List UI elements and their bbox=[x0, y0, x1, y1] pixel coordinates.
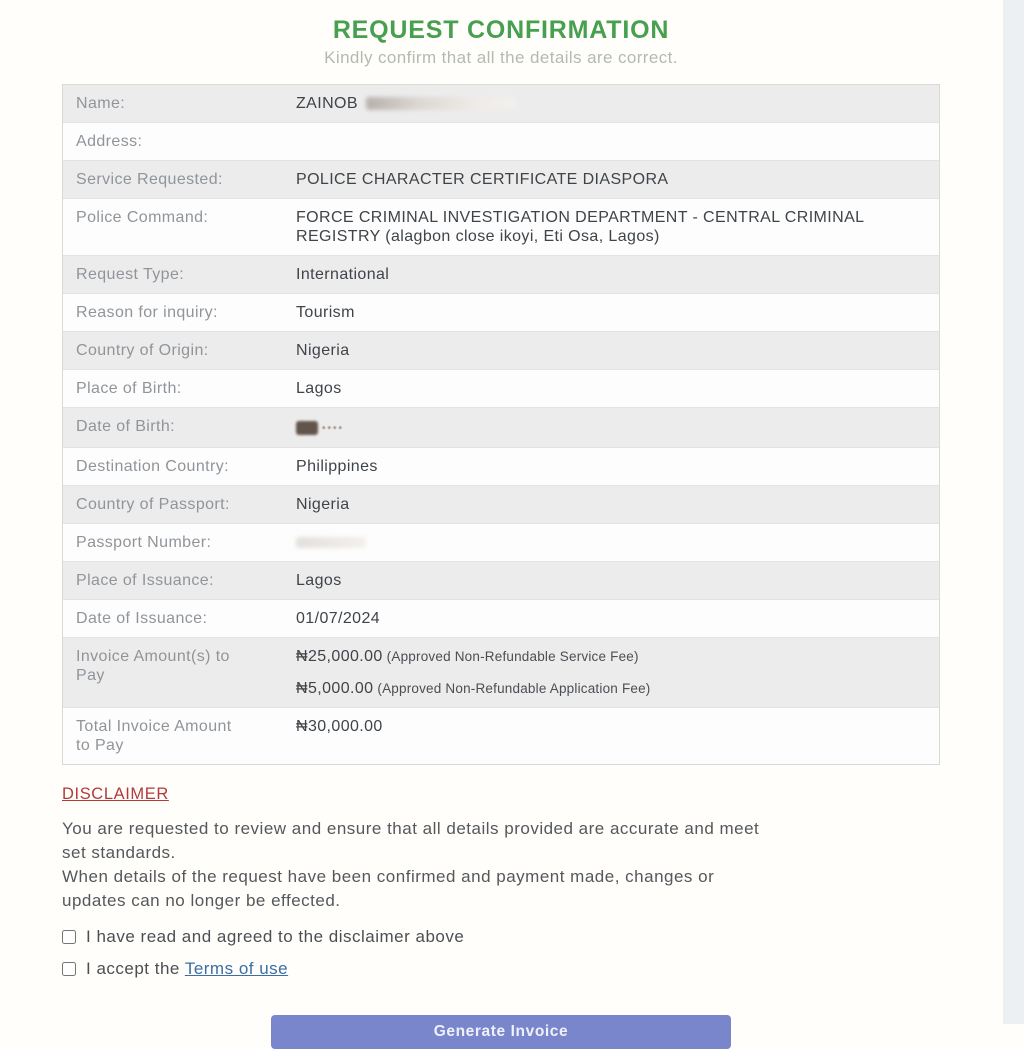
table-row bbox=[63, 486, 939, 524]
redacted-value bbox=[296, 537, 366, 548]
row-value: Lagos bbox=[296, 572, 342, 589]
disclaimer-text: You are requested to review and ensure that all details provided are accurate and meet set standards. When details of the request have been confirmed and payment made, changes or updates can no longer be effected. bbox=[62, 819, 760, 910]
checkbox-row-terms[interactable] bbox=[62, 959, 940, 979]
table-row bbox=[63, 408, 939, 448]
table-row bbox=[63, 524, 939, 562]
row-label: Reason for inquiry: bbox=[76, 304, 218, 321]
page-right-gutter bbox=[1003, 0, 1024, 1024]
main-content bbox=[62, 16, 940, 1049]
row-value: ZAINOB bbox=[296, 85, 939, 122]
row-label: Passport Number: bbox=[76, 534, 212, 551]
terms-checkbox[interactable] bbox=[62, 962, 76, 976]
row-label: Country of Passport: bbox=[76, 496, 230, 513]
row-label: Place of Birth: bbox=[76, 380, 182, 397]
redacted-value bbox=[296, 421, 318, 435]
checkbox-label: I have read and agreed to the disclaimer above bbox=[86, 927, 465, 946]
table-row bbox=[63, 332, 939, 370]
table-row bbox=[63, 562, 939, 600]
row-label: Country of Origin: bbox=[76, 342, 209, 359]
page-subtitle: Kindly confirm that all the details are correct. bbox=[324, 48, 678, 67]
table-row bbox=[63, 638, 939, 708]
page-title: REQUEST CONFIRMATION bbox=[332, 16, 670, 44]
table-row bbox=[63, 600, 939, 638]
row-value: Nigeria bbox=[296, 496, 350, 513]
table-row bbox=[63, 199, 939, 256]
row-value: International bbox=[296, 266, 390, 283]
row-value: POLICE CHARACTER CERTIFICATE DIASPORA bbox=[296, 171, 669, 188]
row-value: Lagos bbox=[296, 380, 342, 397]
table-row bbox=[63, 85, 939, 123]
row-label: Invoice Amount(s) to Pay bbox=[76, 648, 230, 684]
row-label: Address: bbox=[76, 133, 143, 150]
button-row bbox=[62, 1015, 940, 1049]
invoice-amount-line: ₦5,000.00 (Approved Non-Refundable Application Fee) bbox=[296, 680, 651, 697]
row-label: Place of Issuance: bbox=[76, 572, 214, 589]
table-row bbox=[63, 161, 939, 199]
row-value bbox=[296, 638, 939, 707]
checkbox-label: I accept the Terms of use bbox=[86, 959, 289, 978]
row-label: Date of Issuance: bbox=[76, 610, 208, 627]
table-row bbox=[63, 294, 939, 332]
row-label: Police Command: bbox=[76, 209, 209, 226]
table-row bbox=[63, 370, 939, 408]
table-row bbox=[63, 448, 939, 486]
table-row bbox=[63, 123, 939, 161]
disclaimer-link[interactable]: DISCLAIMER bbox=[62, 785, 169, 803]
row-value: 01/07/2024 bbox=[296, 610, 381, 627]
terms-of-use-link[interactable]: Terms of use bbox=[184, 959, 289, 978]
row-value bbox=[296, 123, 939, 160]
invoice-amount-line: ₦25,000.00 (Approved Non-Refundable Service Fee) bbox=[296, 648, 639, 665]
table-row bbox=[63, 256, 939, 294]
row-label: Destination Country: bbox=[76, 458, 229, 475]
row-value: Nigeria bbox=[296, 342, 350, 359]
table-row bbox=[63, 708, 939, 764]
disclaimer-checkbox[interactable] bbox=[62, 930, 76, 944]
row-label: Service Requested: bbox=[76, 171, 223, 188]
row-label: Total Invoice Amount to Pay bbox=[76, 718, 232, 754]
row-value: Philippines bbox=[296, 458, 378, 475]
generate-invoice-button[interactable]: Generate Invoice bbox=[271, 1015, 731, 1049]
row-value: FORCE CRIMINAL INVESTIGATION DEPARTMENT - CENTRAL CRIMINAL REGISTRY (alagbon close ikoyi, Eti Osa, Lagos) bbox=[296, 209, 864, 245]
request-details-table bbox=[62, 84, 940, 765]
checkbox-row-disclaimer[interactable] bbox=[62, 927, 940, 947]
redacted-value bbox=[366, 97, 516, 110]
row-value: Tourism bbox=[296, 304, 355, 321]
row-label: Request Type: bbox=[76, 266, 185, 283]
row-value: ₦30,000.00 bbox=[296, 718, 383, 735]
redacted-value bbox=[322, 417, 344, 438]
agreement-checkboxes bbox=[62, 927, 940, 979]
row-label: Date of Birth: bbox=[76, 418, 175, 435]
row-value bbox=[296, 524, 939, 561]
row-label: Name: bbox=[76, 95, 126, 112]
row-value bbox=[296, 408, 939, 447]
